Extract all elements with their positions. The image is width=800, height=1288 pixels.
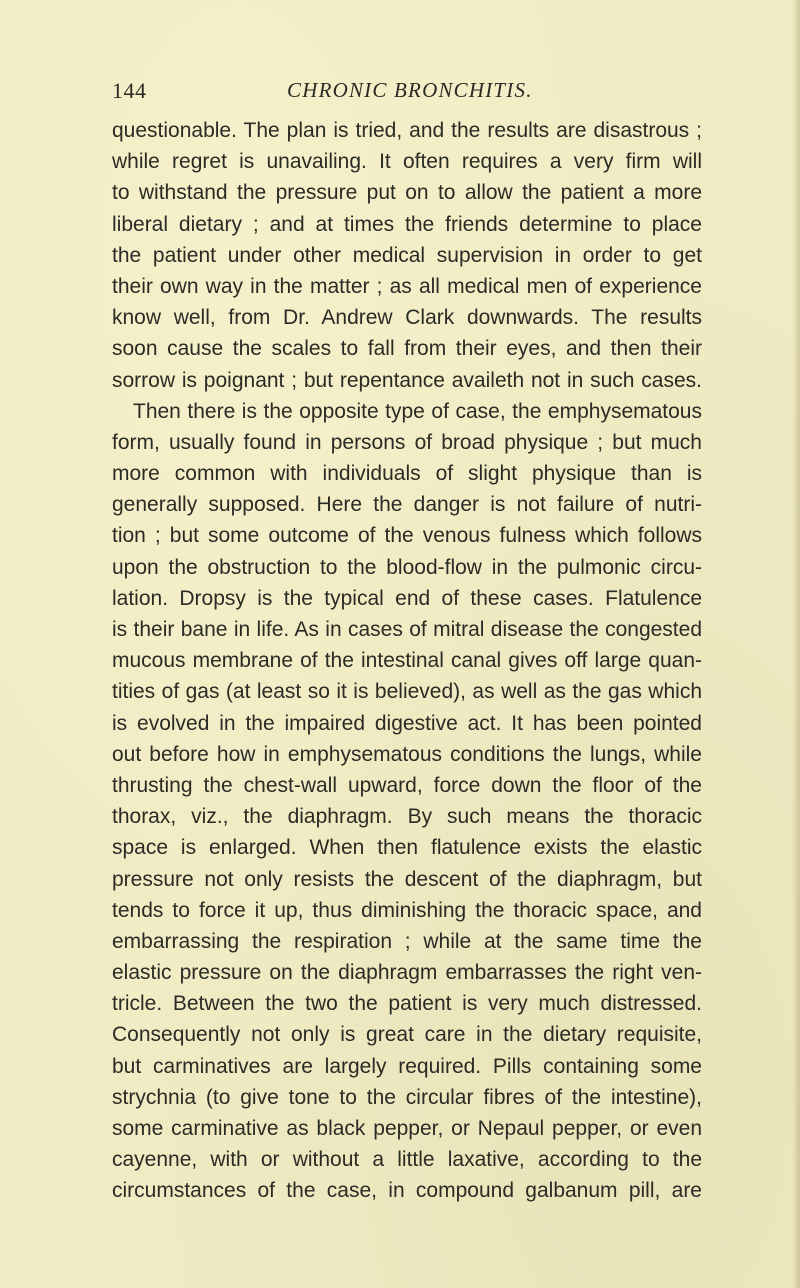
- text-line: thrusting the chest-wall upward, force down the floor of the: [112, 773, 702, 797]
- text-line: some carminative as black pepper, or Nepaul pepper, or even: [112, 1117, 702, 1140]
- text-line: questionable. The plan is tried, and the results are disastrous ;: [112, 119, 702, 142]
- text-line: form, usually found in persons of broad physique ; but much: [112, 430, 702, 454]
- text-line: strychnia (to give tone to the circular fibres of the intestine),: [112, 1085, 702, 1109]
- text-line: cayenne, with or without a little laxative, according to the: [112, 1148, 702, 1172]
- text-line: tion ; but some outcome of the venous fulness which follows: [112, 524, 702, 548]
- text-line: the patient under other medical supervision in order to get: [112, 243, 702, 267]
- running-title: CHRONIC BRONCHITIS.: [287, 78, 533, 102]
- running-head: [0, 78, 800, 108]
- text-line: to withstand the pressure put on to allow the patient a more: [112, 181, 702, 205]
- text-line: space is enlarged. When then flatulence exists the elastic: [112, 836, 702, 860]
- text-line: Then there is the opposite type of case, the emphysematous: [133, 399, 702, 423]
- text-line: liberal dietary ; and at times the friends determine to place: [112, 212, 702, 236]
- page-edge-shadow: [792, 0, 800, 1288]
- text-line: generally supposed. Here the danger is not failure of nutri-: [112, 493, 702, 517]
- text-line: sorrow is poignant ; but repentance availeth not in such cases.: [112, 368, 702, 392]
- text-line: their own way in the matter ; as all medical men of experience: [112, 274, 702, 298]
- text-line: out before how in emphysematous conditions the lungs, while: [112, 742, 702, 766]
- text-line: mucous membrane of the intestinal canal gives off large quan-: [112, 649, 702, 673]
- text-line: pressure not only resists the descent of the diaphragm, but: [112, 867, 702, 891]
- text-line: Consequently not only is great care in the dietary requisite,: [112, 1023, 702, 1047]
- text-line: know well, from Dr. Andrew Clark downwards. The results: [112, 306, 702, 330]
- text-line: is their bane in life. As in cases of mitral disease the congested: [112, 618, 702, 641]
- text-line: while regret is unavailing. It often requires a very firm will: [112, 150, 702, 174]
- text-line: lation. Dropsy is the typical end of these cases. Flatulence: [112, 586, 702, 610]
- text-line: tends to force it up, thus diminishing the thoracic space, and: [112, 898, 702, 922]
- text-line: thorax, viz., the diaphragm. By such means the thoracic: [112, 805, 702, 829]
- text-line: more common with individuals of slight physique than is: [112, 462, 702, 486]
- text-line: embarrassing the respiration ; while at the same time the: [112, 929, 702, 953]
- text-line: is evolved in the impaired digestive act. It has been pointed: [112, 711, 702, 735]
- text-line: tricle. Between the two the patient is very much distressed.: [112, 992, 702, 1016]
- text-line: tities of gas (at least so it is believed), as well as the gas which: [112, 680, 702, 704]
- text-line: elastic pressure on the diaphragm embarrasses the right ven-: [112, 961, 702, 985]
- text-line: upon the obstruction to the blood-flow in the pulmonic circu-: [112, 555, 702, 579]
- body-text: [112, 115, 702, 1207]
- page-number: 144: [112, 78, 147, 103]
- text-line: but carminatives are largely required. Pills containing some: [112, 1054, 702, 1078]
- text-line: soon cause the scales to fall from their eyes, and then their: [112, 337, 702, 361]
- text-line: circumstances of the case, in compound galbanum pill, are: [112, 1179, 702, 1203]
